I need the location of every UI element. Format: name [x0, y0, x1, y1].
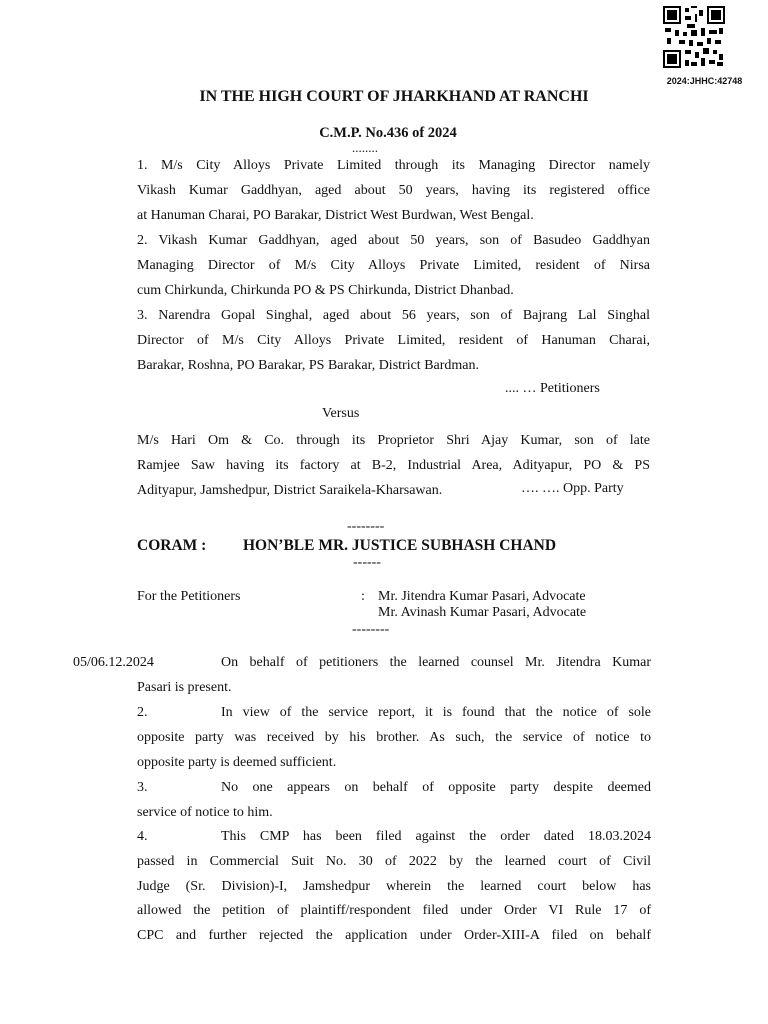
- coram-judge: HON’BLE MR. JUSTICE SUBHASH CHAND: [243, 537, 557, 554]
- neutral-citation: 2024:JHHC:42748: [666, 76, 743, 86]
- opp-party-label: …. …. Opp. Party: [521, 481, 624, 496]
- petitioner-3: 3. Narendra Gopal Singhal, aged about 56 years, son of Bajrang Lal Singhal Director of M/s City Alloys Private Limited, resident of Hanuman Charai, Barakar, Roshna, PO Barakar, PS Barakar, District Bardman.: [137, 308, 650, 373]
- order-date: 05/06.12.2024: [73, 655, 154, 670]
- petitioner-1: 1. M/s City Alloys Private Limited through its Managing Director namely Vikash Kumar Gaddhyan, aged about 50 years, having its registered office at Hanuman Charai, PO Barakar, District West Burdwan, West Bengal.: [137, 158, 650, 223]
- opposite-party: M/s Hari Om & Co. through its Proprietor Shri Ajay Kumar, son of late Ramjee Saw having its factory at B-2, Industrial Area, Adityapur, PO & PS Adityapur, Jamshedpur, District Saraikela-Kharsawan.: [137, 433, 650, 498]
- advocate-2: Mr. Avinash Kumar Pasari, Advocate: [378, 605, 587, 620]
- divider: --------: [347, 519, 385, 534]
- coram-label: CORAM :: [137, 537, 207, 554]
- petitioners-label: .... … Petitioners: [505, 381, 600, 396]
- divider: ------: [353, 555, 381, 570]
- versus: Versus: [322, 406, 360, 421]
- order-paragraph-2: 2. In view of the service report, it is found that the notice of sole opposite party was received by his brother. As such, the service of notice to opposite party is deemed sufficient.: [137, 705, 651, 770]
- order-paragraph-3: 3. No one appears on behalf of opposite party despite deemed service of notice to him.: [137, 780, 651, 820]
- qr-code-icon: [663, 6, 725, 68]
- court-title: IN THE HIGH COURT OF JHARKHAND AT RANCHI: [199, 88, 589, 105]
- separator: ........: [352, 140, 378, 155]
- order-paragraph-4: 4. This CMP has been filed against the order dated 18.03.2024 passed in Commercial Suit No. 30 of 2022 by the learned court of Civil Judge (Sr. Division)-I, Jamshedpur wherein the learned court below has allowed the petition of plaintiff/respondent filed under Order VI Rule 17 of CPC and further rejected the application under Order-XIII-A filed on behalf: [137, 829, 651, 944]
- appearance-colon: :: [361, 589, 365, 604]
- case-number: C.M.P. No.436 of 2024: [319, 125, 457, 141]
- petitioner-2: 2. Vikash Kumar Gaddhyan, aged about 50 years, son of Basudeo Gaddhyan Managing Director of M/s City Alloys Private Limited, resident of Nirsa cum Chirkunda, Chirkunda PO & PS Chirkunda, District Dhanbad.: [137, 233, 650, 298]
- advocate-1: Mr. Jitendra Kumar Pasari, Advocate: [378, 589, 586, 604]
- divider: --------: [352, 622, 390, 637]
- appearance-label: For the Petitioners: [137, 589, 241, 604]
- order-paragraph-1: On behalf of petitioners the learned counsel Mr. Jitendra Kumar Pasari is present.: [137, 655, 651, 695]
